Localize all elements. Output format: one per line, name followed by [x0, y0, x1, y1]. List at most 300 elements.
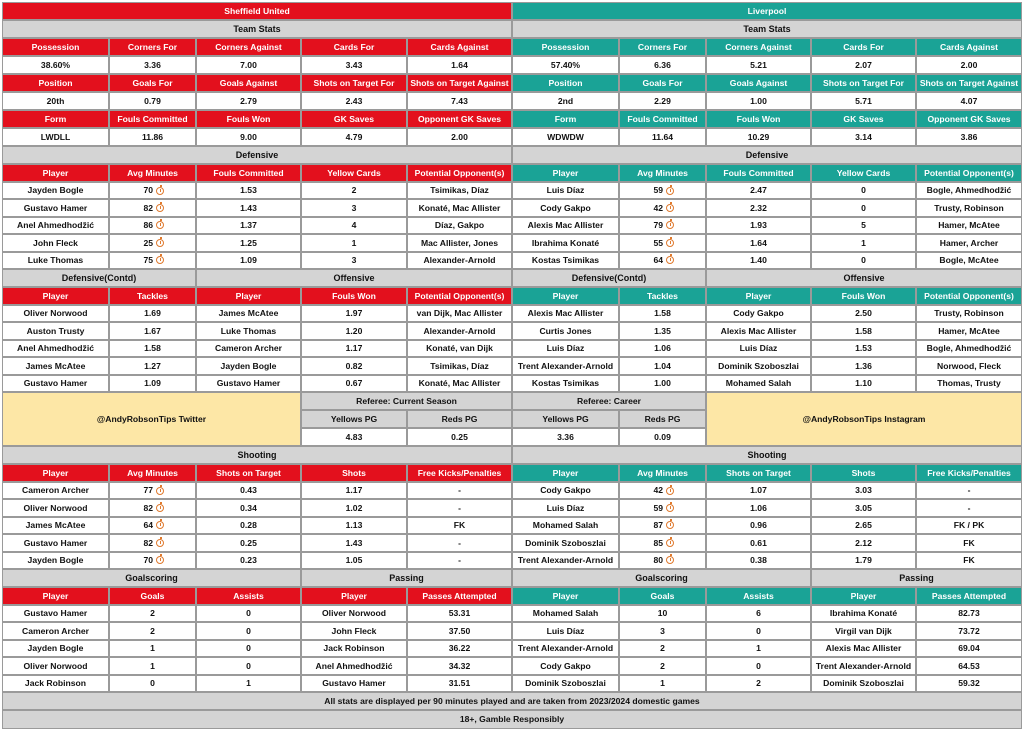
defensive-header-right-0: Player	[512, 164, 619, 182]
defensive-row-left-0: Luke Thomas	[2, 252, 109, 269]
defensive-header-left-2: Fouls Committed	[196, 164, 301, 182]
goalscoring-row-right-2: 0	[706, 657, 811, 674]
goalscoring-row-left-1: 2	[109, 605, 196, 622]
shooting-row-right-2: 0.38	[706, 552, 811, 569]
tackles-row-right-0: Curtis Jones	[512, 322, 619, 339]
team-stat-value-right-0: 2nd	[512, 92, 619, 110]
tackles-row-left-1: 1.69	[109, 305, 196, 322]
team-stat-label-left-4: Cards Against	[407, 38, 512, 56]
defensive-row-right-2: 1.40	[706, 252, 811, 269]
goalscoring-row-right-1: 2	[619, 640, 706, 657]
passing-row-right-1: 59.32	[916, 675, 1022, 692]
shooting-row-right-3: 2.12	[811, 534, 916, 551]
referee-career-yellows: 3.36	[512, 428, 619, 446]
defensive-header-left-3: Yellow Cards	[301, 164, 407, 182]
goalscoring-header-right-0: Player	[512, 587, 619, 605]
offensive-row-right-2: Hamer, McAtee	[916, 322, 1022, 339]
defensive-row-left-0: Anel Ahmedhodžić	[2, 217, 109, 234]
tackles-row-right-1: 1.06	[619, 340, 706, 357]
defensive-row-left-3: 3	[301, 252, 407, 269]
defensive-header-left-0: Player	[2, 164, 109, 182]
team-stat-value-right-1: 11.64	[619, 128, 706, 146]
passing-header-right-1: Passes Attempted	[916, 587, 1022, 605]
defensive-contd-title-left: Defensive(Contd)	[2, 269, 196, 287]
defensive-row-left-2: 1.53	[196, 182, 301, 199]
defensive-row-left-2: 1.37	[196, 217, 301, 234]
shooting-row-left-2: 0.25	[196, 534, 301, 551]
referee-career-yellows-header: Yellows PG	[512, 410, 619, 428]
referee-career-title: Referee: Career	[512, 392, 706, 410]
defensive-row-right-4: Bogle, Ahmedhodžić	[916, 182, 1022, 199]
goalscoring-row-left-2: 0	[196, 605, 301, 622]
shooting-row-right-4: FK	[916, 552, 1022, 569]
team-stat-value-right-4: 2.00	[916, 56, 1022, 74]
team-stats-title-left: Team Stats	[2, 20, 512, 38]
passing-row-left-0: John Fleck	[301, 622, 407, 639]
offensive-row-left-1: 0.67	[301, 375, 407, 392]
offensive-row-left-1: 1.97	[301, 305, 407, 322]
team-stat-label-right-2: Goals Against	[706, 74, 811, 92]
avg-minutes-value: 42	[653, 202, 663, 213]
promo-twitter: @AndyRobsonTips Twitter	[2, 392, 301, 446]
avg-minutes-value: 87	[653, 520, 663, 531]
shooting-row-left-1	[109, 534, 196, 551]
passing-row-right-0: Dominik Szoboszlai	[811, 675, 916, 692]
passing-row-left-0: Gustavo Hamer	[301, 675, 407, 692]
passing-row-left-1: 37.50	[407, 622, 512, 639]
shooting-row-left-3: 1.05	[301, 552, 407, 569]
shooting-row-right-4: FK / PK	[916, 517, 1022, 534]
shooting-row-left-3: 1.17	[301, 482, 407, 499]
shooting-row-right-3: 1.79	[811, 552, 916, 569]
shooting-row-left-4: -	[407, 499, 512, 516]
defensive-row-right-4: Hamer, McAtee	[916, 217, 1022, 234]
avg-minutes-value: 64	[653, 254, 663, 265]
team-stat-label-left-2: Fouls Won	[196, 110, 301, 128]
shooting-row-left-4: -	[407, 552, 512, 569]
offensive-row-right-0: Cody Gakpo	[706, 305, 811, 322]
team-stat-label-right-1: Fouls Committed	[619, 110, 706, 128]
tackles-row-right-1: 1.35	[619, 322, 706, 339]
passing-row-left-1: 53.31	[407, 605, 512, 622]
goalscoring-row-right-0: Luis Díaz	[512, 622, 619, 639]
passing-title-left: Passing	[301, 569, 512, 587]
defensive-row-right-4: Trusty, Robinson	[916, 199, 1022, 216]
defensive-row-right-1	[619, 234, 706, 251]
defensive-header-left-1: Avg Minutes	[109, 164, 196, 182]
team-stat-label-left-2: Corners Against	[196, 38, 301, 56]
defensive-row-left-3: 2	[301, 182, 407, 199]
tackles-row-left-0: Anel Ahmedhodžić	[2, 340, 109, 357]
defensive-row-left-4: Tsimikas, Díaz	[407, 182, 512, 199]
goalscoring-row-right-2: 1	[706, 640, 811, 657]
team-stat-label-left-3: GK Saves	[301, 110, 407, 128]
passing-row-left-1: 31.51	[407, 675, 512, 692]
tackles-header-left-1: Tackles	[109, 287, 196, 305]
team-stat-label-left-4: Opponent GK Saves	[407, 110, 512, 128]
goalscoring-row-right-1: 3	[619, 622, 706, 639]
offensive-row-left-0: Luke Thomas	[196, 322, 301, 339]
team-stat-value-left-4: 1.64	[407, 56, 512, 74]
defensive-row-left-3: 3	[301, 199, 407, 216]
offensive-row-left-0: Jayden Bogle	[196, 357, 301, 374]
offensive-row-left-2: van Dijk, Mac Allister	[407, 305, 512, 322]
tackles-header-right-0: Player	[512, 287, 619, 305]
goalscoring-row-right-1: 2	[619, 657, 706, 674]
goalscoring-header-left-0: Player	[2, 587, 109, 605]
team-stat-value-left-1: 0.79	[109, 92, 196, 110]
goalscoring-row-right-2: 6	[706, 605, 811, 622]
offensive-header-right-0: Player	[706, 287, 811, 305]
shooting-row-left-1	[109, 499, 196, 516]
referee-career-reds-header: Reds PG	[619, 410, 706, 428]
team-stat-value-right-3: 2.07	[811, 56, 916, 74]
referee-current-reds-header: Reds PG	[407, 410, 512, 428]
team-stat-value-right-4: 4.07	[916, 92, 1022, 110]
defensive-row-right-2: 1.64	[706, 234, 811, 251]
team-stat-value-left-1: 3.36	[109, 56, 196, 74]
defensive-row-left-0: Gustavo Hamer	[2, 199, 109, 216]
offensive-row-right-1: 1.58	[811, 322, 916, 339]
defensive-header-right-1: Avg Minutes	[619, 164, 706, 182]
avg-minutes-value: 59	[653, 185, 663, 196]
passing-row-left-1: 36.22	[407, 640, 512, 657]
goalscoring-header-left-2: Assists	[196, 587, 301, 605]
referee-current-yellows-header: Yellows PG	[301, 410, 407, 428]
stopwatch-icon	[666, 556, 674, 564]
avg-minutes-value: 82	[143, 537, 153, 548]
passing-row-right-0: Trent Alexander-Arnold	[811, 657, 916, 674]
offensive-row-right-2: Bogle, Ahmedhodžić	[916, 340, 1022, 357]
shooting-row-right-2: 0.61	[706, 534, 811, 551]
defensive-row-left-4: Alexander-Arnold	[407, 252, 512, 269]
stopwatch-icon	[156, 487, 164, 495]
offensive-row-right-0: Alexis Mac Allister	[706, 322, 811, 339]
defensive-row-right-0: Alexis Mac Allister	[512, 217, 619, 234]
avg-minutes-value: 55	[653, 237, 663, 248]
team-stats-title-right: Team Stats	[512, 20, 1022, 38]
shooting-row-left-1	[109, 552, 196, 569]
goalscoring-row-right-2: 2	[706, 675, 811, 692]
passing-header-left-0: Player	[301, 587, 407, 605]
goalscoring-header-right-2: Assists	[706, 587, 811, 605]
tackles-row-right-0: Alexis Mac Allister	[512, 305, 619, 322]
shooting-header-right-2: Shots on Target	[706, 464, 811, 482]
defensive-row-left-1	[109, 252, 196, 269]
tackles-row-left-0: James McAtee	[2, 357, 109, 374]
defensive-row-right-3: 5	[811, 217, 916, 234]
defensive-row-right-1	[619, 252, 706, 269]
shooting-title-right: Shooting	[512, 446, 1022, 464]
goalscoring-row-left-2: 0	[196, 640, 301, 657]
avg-minutes-value: 80	[653, 554, 663, 565]
tackles-row-left-1: 1.09	[109, 375, 196, 392]
defensive-contd-title-right: Defensive(Contd)	[512, 269, 706, 287]
shooting-header-left-3: Shots	[301, 464, 407, 482]
offensive-title-left: Offensive	[196, 269, 512, 287]
tackles-row-left-1: 1.67	[109, 322, 196, 339]
defensive-row-left-1	[109, 182, 196, 199]
team-stat-label-right-2: Fouls Won	[706, 110, 811, 128]
shooting-row-right-3: 2.65	[811, 517, 916, 534]
tackles-row-right-1: 1.58	[619, 305, 706, 322]
tackles-row-left-1: 1.58	[109, 340, 196, 357]
footer-gamble: 18+, Gamble Responsibly	[2, 710, 1022, 729]
team-stat-value-right-2: 5.21	[706, 56, 811, 74]
stopwatch-icon	[156, 187, 164, 195]
goalscoring-row-left-1: 0	[109, 675, 196, 692]
avg-minutes-value: 70	[143, 554, 153, 565]
tackles-row-left-0: Oliver Norwood	[2, 305, 109, 322]
defensive-title-left: Defensive	[2, 146, 512, 164]
offensive-header-left-0: Player	[196, 287, 301, 305]
team-stat-label-left-2: Goals Against	[196, 74, 301, 92]
team-stat-label-right-4: Opponent GK Saves	[916, 110, 1022, 128]
goalscoring-row-right-1: 10	[619, 605, 706, 622]
shooting-row-left-3: 1.43	[301, 534, 407, 551]
offensive-row-right-0: Mohamed Salah	[706, 375, 811, 392]
team-stat-label-left-4: Shots on Target Against	[407, 74, 512, 92]
shooting-row-right-4: -	[916, 482, 1022, 499]
team-stat-value-left-0: LWDLL	[2, 128, 109, 146]
avg-minutes-value: 64	[143, 520, 153, 531]
passing-row-right-0: Virgil van Dijk	[811, 622, 916, 639]
referee-current-title: Referee: Current Season	[301, 392, 512, 410]
offensive-row-left-2: Tsimikas, Díaz	[407, 357, 512, 374]
team-stat-value-left-3: 2.43	[301, 92, 407, 110]
shooting-row-right-1	[619, 482, 706, 499]
stopwatch-icon	[666, 539, 674, 547]
offensive-row-right-2: Thomas, Trusty	[916, 375, 1022, 392]
shooting-row-right-2: 1.06	[706, 499, 811, 516]
shooting-row-right-3: 3.03	[811, 482, 916, 499]
shooting-row-right-1	[619, 552, 706, 569]
defensive-row-left-2: 1.25	[196, 234, 301, 251]
shooting-row-right-4: -	[916, 499, 1022, 516]
defensive-row-left-2: 1.09	[196, 252, 301, 269]
defensive-row-left-3: 1	[301, 234, 407, 251]
shooting-row-left-0: James McAtee	[2, 517, 109, 534]
defensive-row-left-4: Díaz, Gakpo	[407, 217, 512, 234]
defensive-row-right-0: Ibrahima Konaté	[512, 234, 619, 251]
offensive-row-right-1: 2.50	[811, 305, 916, 322]
defensive-header-left-4: Potential Opponent(s)	[407, 164, 512, 182]
goalscoring-row-left-0: Cameron Archer	[2, 622, 109, 639]
team-stat-value-left-2: 7.00	[196, 56, 301, 74]
defensive-row-right-3: 0	[811, 182, 916, 199]
defensive-row-right-1	[619, 199, 706, 216]
shooting-row-left-0: Gustavo Hamer	[2, 534, 109, 551]
stopwatch-icon	[666, 187, 674, 195]
defensive-row-left-1	[109, 234, 196, 251]
avg-minutes-value: 42	[653, 485, 663, 496]
shooting-row-left-2: 0.43	[196, 482, 301, 499]
avg-minutes-value: 82	[143, 202, 153, 213]
defensive-row-right-1	[619, 182, 706, 199]
offensive-row-right-2: Trusty, Robinson	[916, 305, 1022, 322]
offensive-row-right-2: Norwood, Fleck	[916, 357, 1022, 374]
defensive-row-right-2: 2.47	[706, 182, 811, 199]
team-stat-label-right-0: Possession	[512, 38, 619, 56]
offensive-row-right-0: Luis Díaz	[706, 340, 811, 357]
shooting-row-left-1	[109, 517, 196, 534]
defensive-row-left-3: 4	[301, 217, 407, 234]
team-stat-label-left-0: Form	[2, 110, 109, 128]
passing-row-left-0: Oliver Norwood	[301, 605, 407, 622]
offensive-row-left-0: Cameron Archer	[196, 340, 301, 357]
team-stat-value-left-2: 2.79	[196, 92, 301, 110]
defensive-row-right-0: Kostas Tsimikas	[512, 252, 619, 269]
goalscoring-row-left-0: Jayden Bogle	[2, 640, 109, 657]
stopwatch-icon	[156, 539, 164, 547]
offensive-row-left-2: Konaté, Mac Allister	[407, 375, 512, 392]
offensive-row-left-1: 1.17	[301, 340, 407, 357]
shooting-header-left-1: Avg Minutes	[109, 464, 196, 482]
defensive-row-right-0: Luis Díaz	[512, 182, 619, 199]
goalscoring-row-left-0: Oliver Norwood	[2, 657, 109, 674]
defensive-header-right-3: Yellow Cards	[811, 164, 916, 182]
avg-minutes-value: 59	[653, 502, 663, 513]
team-stat-value-left-4: 2.00	[407, 128, 512, 146]
offensive-header-right-2: Potential Opponent(s)	[916, 287, 1022, 305]
tackles-row-left-0: Gustavo Hamer	[2, 375, 109, 392]
passing-title-right: Passing	[811, 569, 1022, 587]
defensive-row-left-0: Jayden Bogle	[2, 182, 109, 199]
shooting-row-left-1	[109, 482, 196, 499]
passing-row-right-1: 73.72	[916, 622, 1022, 639]
shooting-row-right-1	[619, 534, 706, 551]
team-stat-value-left-3: 3.43	[301, 56, 407, 74]
avg-minutes-value: 25	[143, 237, 153, 248]
tackles-header-right-1: Tackles	[619, 287, 706, 305]
defensive-row-right-2: 1.93	[706, 217, 811, 234]
goalscoring-row-left-1: 1	[109, 640, 196, 657]
shooting-header-right-1: Avg Minutes	[619, 464, 706, 482]
defensive-row-right-0: Cody Gakpo	[512, 199, 619, 216]
stopwatch-icon	[156, 204, 164, 212]
defensive-header-right-2: Fouls Committed	[706, 164, 811, 182]
offensive-header-right-1: Fouls Won	[811, 287, 916, 305]
team-stat-value-left-1: 11.86	[109, 128, 196, 146]
offensive-row-right-0: Dominik Szoboszlai	[706, 357, 811, 374]
team-title-sheffield: Sheffield United	[2, 2, 512, 20]
stopwatch-icon	[666, 221, 674, 229]
team-stat-label-right-1: Goals For	[619, 74, 706, 92]
shooting-row-right-4: FK	[916, 534, 1022, 551]
shooting-row-left-0: Cameron Archer	[2, 482, 109, 499]
passing-row-right-1: 82.73	[916, 605, 1022, 622]
shooting-row-right-1	[619, 517, 706, 534]
stopwatch-icon	[666, 487, 674, 495]
shooting-header-right-0: Player	[512, 464, 619, 482]
offensive-row-left-2: Alexander-Arnold	[407, 322, 512, 339]
team-stat-label-left-0: Possession	[2, 38, 109, 56]
stopwatch-icon	[666, 256, 674, 264]
goalscoring-header-right-1: Goals	[619, 587, 706, 605]
goalscoring-row-left-2: 0	[196, 622, 301, 639]
stopwatch-icon	[156, 256, 164, 264]
passing-header-left-1: Passes Attempted	[407, 587, 512, 605]
stopwatch-icon	[156, 556, 164, 564]
goalscoring-row-right-0: Dominik Szoboszlai	[512, 675, 619, 692]
shooting-row-left-3: 1.13	[301, 517, 407, 534]
team-stat-label-left-0: Position	[2, 74, 109, 92]
shooting-header-right-4: Free Kicks/Penalties	[916, 464, 1022, 482]
goalscoring-row-left-0: Jack Robinson	[2, 675, 109, 692]
goalscoring-row-left-1: 2	[109, 622, 196, 639]
stopwatch-icon	[666, 239, 674, 247]
team-stat-value-right-3: 3.14	[811, 128, 916, 146]
tackles-row-right-1: 1.04	[619, 357, 706, 374]
offensive-row-left-0: Gustavo Hamer	[196, 375, 301, 392]
shooting-row-right-0: Cody Gakpo	[512, 482, 619, 499]
team-stat-label-left-1: Goals For	[109, 74, 196, 92]
team-stat-label-right-4: Shots on Target Against	[916, 74, 1022, 92]
promo-instagram: @AndyRobsonTips Instagram	[706, 392, 1022, 446]
tackles-row-right-0: Kostas Tsimikas	[512, 375, 619, 392]
goalscoring-title-left: Goalscoring	[2, 569, 301, 587]
shooting-row-left-4: -	[407, 482, 512, 499]
footer-note: All stats are displayed per 90 minutes played and are taken from 2023/2024 domestic games	[2, 692, 1022, 710]
goalscoring-row-right-0: Trent Alexander-Arnold	[512, 640, 619, 657]
avg-minutes-value: 86	[143, 220, 153, 231]
tackles-row-right-1: 1.00	[619, 375, 706, 392]
team-stat-value-right-4: 3.86	[916, 128, 1022, 146]
offensive-header-left-2: Potential Opponent(s)	[407, 287, 512, 305]
avg-minutes-value: 82	[143, 502, 153, 513]
shooting-title-left: Shooting	[2, 446, 512, 464]
defensive-title-right: Defensive	[512, 146, 1022, 164]
stopwatch-icon	[666, 521, 674, 529]
referee-current-yellows: 4.83	[301, 428, 407, 446]
defensive-row-left-1	[109, 217, 196, 234]
defensive-row-right-2: 2.32	[706, 199, 811, 216]
passing-header-right-0: Player	[811, 587, 916, 605]
team-stat-value-left-0: 38.60%	[2, 56, 109, 74]
avg-minutes-value: 79	[653, 220, 663, 231]
team-stat-value-right-0: WDWDW	[512, 128, 619, 146]
team-stat-label-right-3: Shots on Target For	[811, 74, 916, 92]
team-stat-value-right-0: 57.40%	[512, 56, 619, 74]
goalscoring-row-left-2: 1	[196, 675, 301, 692]
team-stat-value-right-1: 2.29	[619, 92, 706, 110]
passing-row-right-0: Alexis Mac Allister	[811, 640, 916, 657]
passing-row-left-0: Anel Ahmedhodžić	[301, 657, 407, 674]
defensive-row-right-1	[619, 217, 706, 234]
shooting-header-left-0: Player	[2, 464, 109, 482]
passing-row-right-1: 64.53	[916, 657, 1022, 674]
team-stat-label-right-3: GK Saves	[811, 110, 916, 128]
stopwatch-icon	[156, 521, 164, 529]
shooting-row-right-0: Dominik Szoboszlai	[512, 534, 619, 551]
avg-minutes-value: 75	[143, 254, 153, 265]
shooting-row-left-2: 0.34	[196, 499, 301, 516]
team-title-liverpool: Liverpool	[512, 2, 1022, 20]
goalscoring-row-left-0: Gustavo Hamer	[2, 605, 109, 622]
shooting-row-left-4: FK	[407, 517, 512, 534]
defensive-row-right-4: Bogle, McAtee	[916, 252, 1022, 269]
goalscoring-row-left-2: 0	[196, 657, 301, 674]
shooting-row-left-0: Oliver Norwood	[2, 499, 109, 516]
offensive-row-right-1: 1.36	[811, 357, 916, 374]
shooting-row-left-4: -	[407, 534, 512, 551]
team-stat-value-right-3: 5.71	[811, 92, 916, 110]
team-stat-label-right-2: Corners Against	[706, 38, 811, 56]
offensive-header-left-1: Fouls Won	[301, 287, 407, 305]
goalscoring-header-left-1: Goals	[109, 587, 196, 605]
stopwatch-icon	[666, 504, 674, 512]
shooting-row-right-1	[619, 499, 706, 516]
